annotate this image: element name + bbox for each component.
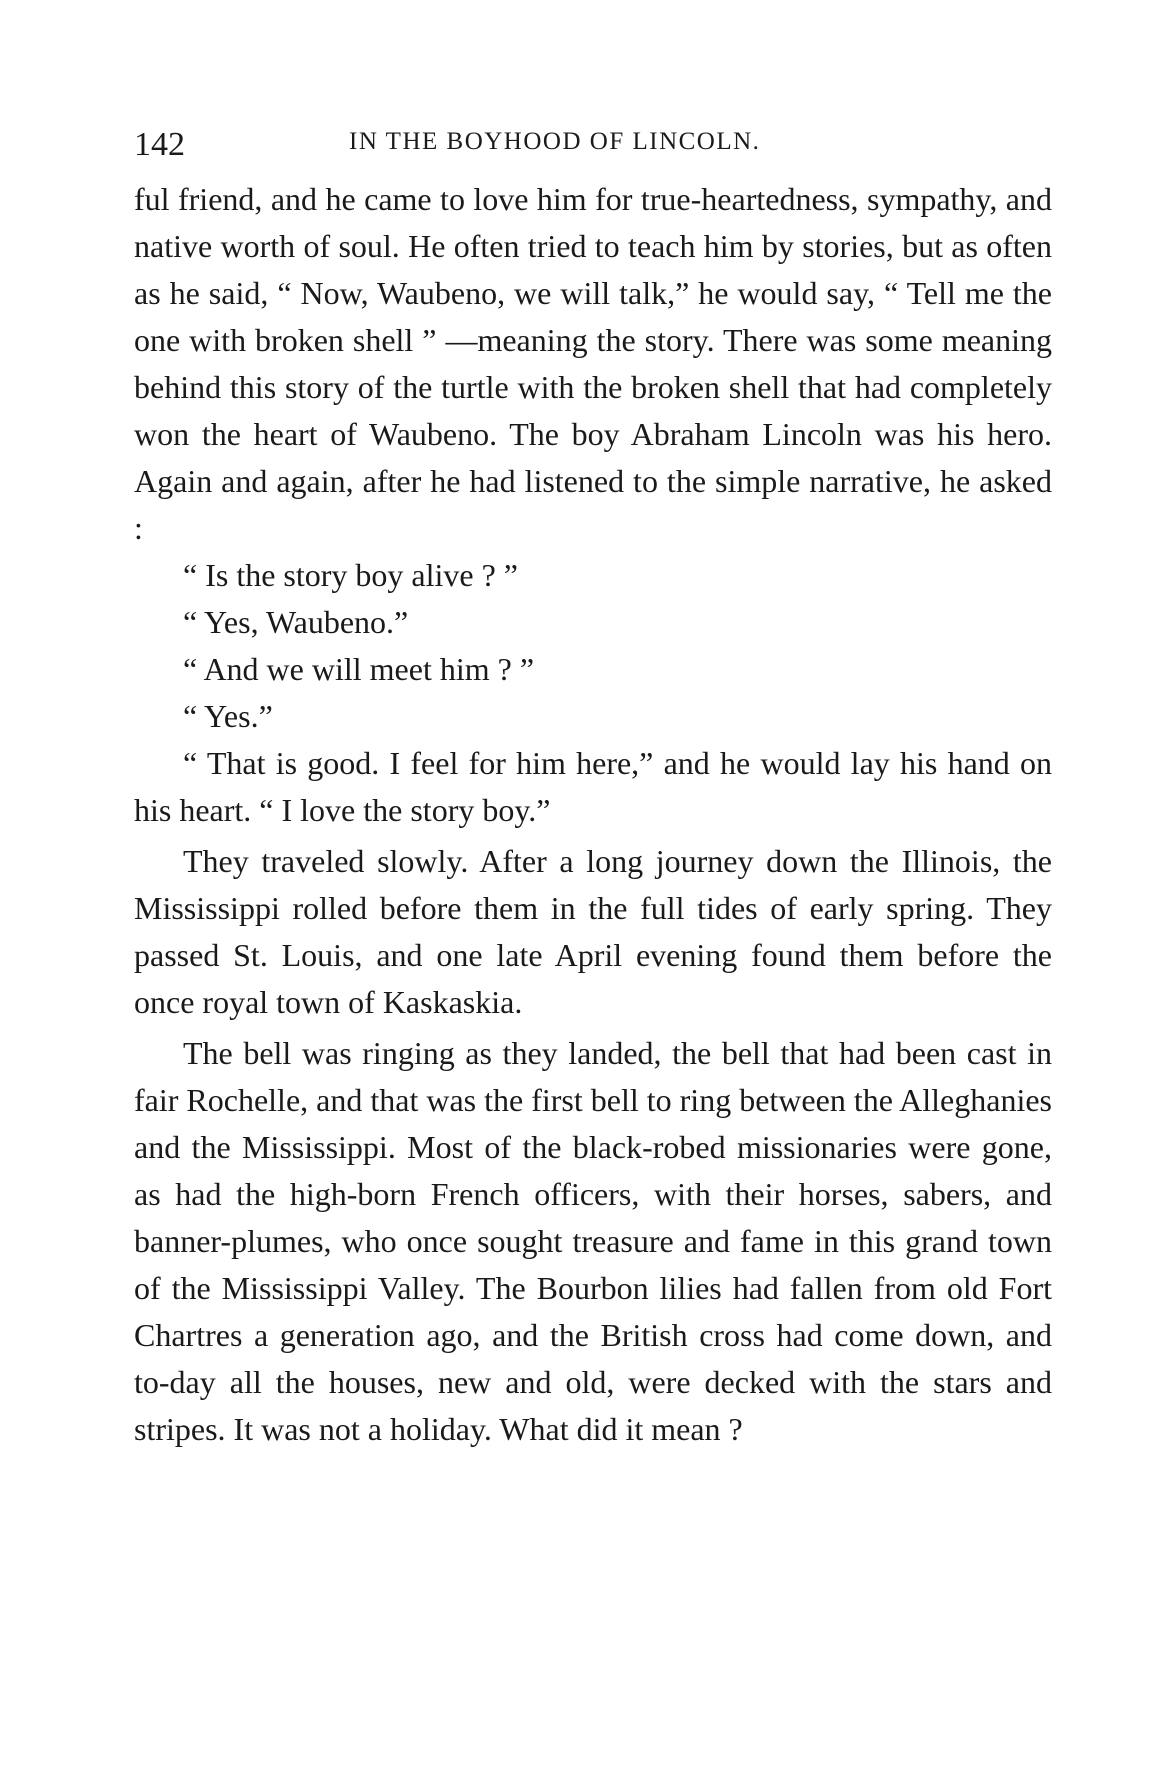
paragraph-continuation: ful friend, and he came to love him for true-heartedness, sympathy, and native worth of soul. He often tried to teach him by stories, but as often as he said, “ Now, Waubeno, we will talk,” he would say, “ Tell me the one with broken shell ” —meaning the story. There was some meaning behind this story of the turtle with the broken shell that had completely won the heart of Waubeno. The boy Abraham Lincoln was his hero. Again and again, after he had listened to the simple narrative, he asked : (134, 181, 1052, 546)
page-header (134, 116, 1052, 176)
dialogue-line: “ Yes, Waubeno.” (183, 604, 409, 640)
paragraph: They traveled slowly. After a long journey down the Illinois, the Mississippi rolled before them in the full tides of early spring. They passed St. Louis, and one late April evening found them before the once royal town of Kaskaskia. (134, 843, 1052, 1020)
dialogue-line: “ Is the story boy alive ? ” (183, 557, 518, 593)
book-page (134, 116, 1052, 1453)
running-head: IN THE BOYHOOD OF LINCOLN. (349, 128, 761, 155)
dialogue-line: “ Yes.” (183, 698, 273, 734)
body-text (134, 176, 1052, 1453)
dialogue-paragraph: “ That is good. I feel for him here,” and he would lay his hand on his heart. “ I love the story boy.” (134, 745, 1052, 828)
dialogue-line: “ And we will meet him ? ” (183, 651, 535, 687)
paragraph: The bell was ringing as they landed, the bell that had been cast in fair Rochelle, and that was the first bell to ring between the Alleghanies and the Mississippi. Most of the black-robed missionaries were gone, as had the high-born French officers, with their horses, sabers, and banner-plumes, who once sought treasure and fame in this grand town of the Mississippi Valley. The Bourbon lilies had fallen from old Fort Chartres a generation ago, and the British cross had come down, and to-day all the houses, new and old, were decked with the stars and stripes. It was not a holiday. What did it mean ? (134, 1035, 1052, 1447)
page-number: 142 (134, 126, 185, 163)
